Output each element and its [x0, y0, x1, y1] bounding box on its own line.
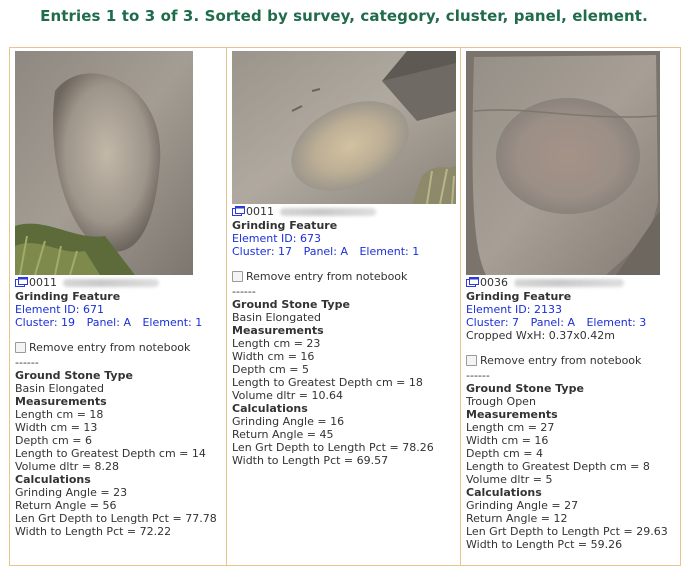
measurement-row: Length cm = 23: [232, 337, 321, 350]
entry-photo-1[interactable]: [15, 51, 193, 275]
cropped-size: Cropped WxH: 0.37x0.42m: [466, 329, 615, 342]
calculation-row: Grinding Angle = 27: [466, 499, 579, 512]
calculation-row: Len Grt Depth to Length Pct = 29.63: [466, 525, 668, 538]
location-line[interactable]: Cluster: 7 Panel: A Element: 3: [466, 316, 647, 329]
calculation-row: Return Angle = 12: [466, 512, 568, 525]
entry-id-line: 0011: [232, 205, 458, 219]
separator: ------: [466, 369, 490, 382]
redacted-name: [514, 279, 624, 287]
entry-id-line: 0036: [466, 276, 678, 290]
calculation-row: Width to Length Pct = 59.26: [466, 538, 623, 551]
location-line[interactable]: Cluster: 17 Panel: A Element: 1: [232, 245, 420, 258]
calculations-title: Calculations: [232, 402, 308, 415]
location-line[interactable]: Cluster: 19 Panel: A Element: 1: [15, 316, 203, 329]
calculation-row: Grinding Angle = 23: [15, 486, 128, 499]
element-id-link[interactable]: Element ID: 2133: [466, 303, 562, 316]
remove-entry-control[interactable]: Remove entry from notebook: [466, 352, 678, 370]
element-id-link[interactable]: Element ID: 671: [15, 303, 104, 316]
entry-cell-3: [461, 48, 680, 565]
calculation-row: Len Grt Depth to Length Pct = 77.78: [15, 512, 217, 525]
results-grid: [9, 47, 681, 566]
entry-id-line: 0011: [15, 276, 224, 290]
measurement-row: Volume dltr = 10.64: [232, 389, 343, 402]
measurement-row: Length to Greatest Depth cm = 18: [232, 376, 423, 389]
measurements-title: Measurements: [15, 395, 107, 408]
separator: ------: [232, 285, 256, 298]
type-value: Basin Elongated: [232, 311, 322, 324]
entry-photo-2[interactable]: [232, 51, 456, 204]
measurements-title: Measurements: [232, 324, 324, 337]
entry-cell-1: [10, 48, 227, 565]
feature-title: Grinding Feature: [232, 219, 338, 232]
measurement-row: Volume dltr = 8.28: [15, 460, 119, 473]
element-id-link[interactable]: Element ID: 673: [232, 232, 321, 245]
type-title: Ground Stone Type: [466, 382, 584, 395]
remove-checkbox[interactable]: [466, 355, 477, 366]
remove-checkbox[interactable]: [15, 342, 26, 353]
calculations-title: Calculations: [15, 473, 91, 486]
measurement-row: Volume dltr = 5: [466, 473, 553, 486]
calculation-row: Len Grt Depth to Length Pct = 78.26: [232, 441, 434, 454]
calculation-row: Return Angle = 45: [232, 428, 334, 441]
calculation-row: Grinding Angle = 16: [232, 415, 345, 428]
measurement-row: Length cm = 27: [466, 421, 555, 434]
remove-checkbox[interactable]: [232, 271, 243, 282]
calculations-title: Calculations: [466, 486, 542, 499]
calculation-row: Width to Length Pct = 69.57: [232, 454, 389, 467]
remove-entry-control[interactable]: Remove entry from notebook: [15, 339, 224, 357]
measurement-row: Depth cm = 6: [15, 434, 92, 447]
entry-cell-2: [227, 48, 461, 565]
measurements-title: Measurements: [466, 408, 558, 421]
measurement-row: Depth cm = 5: [232, 363, 309, 376]
page-heading: Entries 1 to 3 of 3. Sorted by survey, category, cluster, panel, element.: [40, 7, 648, 25]
measurement-row: Length cm = 18: [15, 408, 104, 421]
measurement-row: Length to Greatest Depth cm = 14: [15, 447, 206, 460]
redacted-name: [280, 208, 376, 216]
calculation-row: Return Angle = 56: [15, 499, 117, 512]
measurement-row: Width cm = 16: [232, 350, 315, 363]
feature-title: Grinding Feature: [15, 290, 121, 303]
measurement-row: Length to Greatest Depth cm = 8: [466, 460, 650, 473]
redacted-name: [63, 279, 159, 287]
entry-photo-3[interactable]: [466, 51, 660, 275]
measurement-row: Width cm = 13: [15, 421, 98, 434]
type-title: Ground Stone Type: [232, 298, 350, 311]
measurement-row: Width cm = 16: [466, 434, 549, 447]
type-title: Ground Stone Type: [15, 369, 133, 382]
separator: ------: [15, 356, 39, 369]
type-value: Trough Open: [466, 395, 536, 408]
type-value: Basin Elongated: [15, 382, 105, 395]
feature-title: Grinding Feature: [466, 290, 572, 303]
remove-entry-control[interactable]: Remove entry from notebook: [232, 268, 458, 286]
calculation-row: Width to Length Pct = 72.22: [15, 525, 172, 538]
measurement-row: Depth cm = 4: [466, 447, 543, 460]
